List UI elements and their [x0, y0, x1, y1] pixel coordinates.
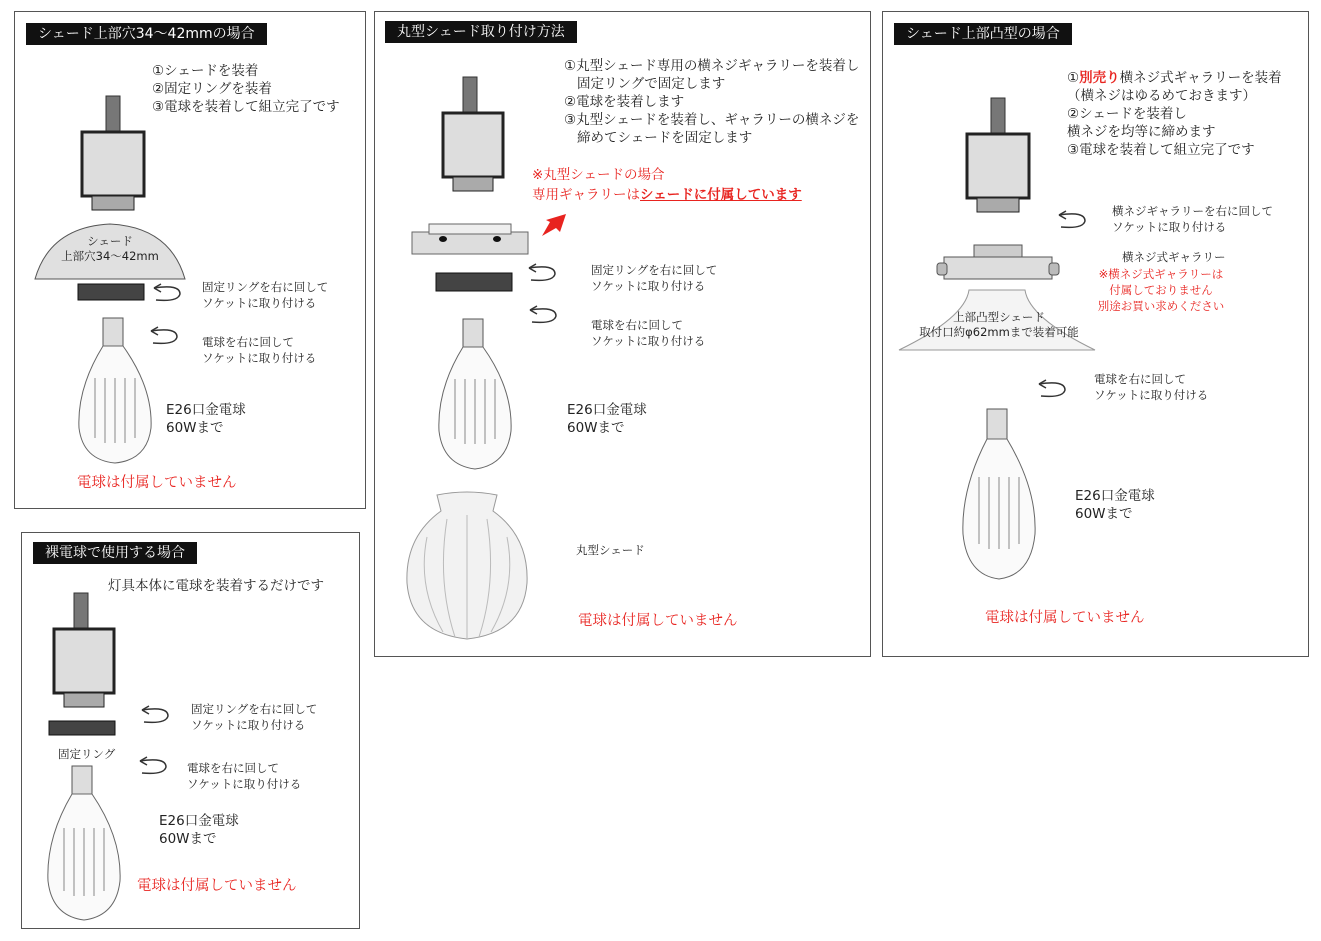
fixing-ring-illustration: [77, 283, 147, 301]
step-2b: 横ネジを均等に締めます: [1067, 124, 1216, 140]
shade-label-line2: 上部穴34～42mm: [61, 249, 159, 263]
rotate-arrow-icon: [1057, 209, 1089, 231]
step-1a: ①丸型シェード専用の横ネジギャラリーを装着し: [564, 58, 860, 74]
bulb-spec: E26口金電球 60Wまで: [166, 402, 246, 436]
warning-text: 電球は付属していません: [77, 475, 237, 491]
fixing-ring-illustration: [435, 272, 515, 292]
step-1: ①シェードを装着: [152, 63, 259, 79]
panel-title: 丸型シェード取り付け方法: [385, 21, 577, 43]
bulb-note: 電球を右に回して ソケットに取り付ける: [202, 335, 317, 365]
ring-label: 固定リング: [58, 747, 116, 761]
gallery-name: 横ネジ式ギャラリー: [1122, 250, 1226, 264]
bulb-illustration: [75, 318, 155, 468]
step-2: ②電球を装着します: [564, 94, 685, 110]
step-2a: ②シェードを装着し: [1067, 106, 1187, 122]
step-1-note: （横ネジはゆるめておきます）: [1067, 88, 1256, 104]
gallery-illustration: [411, 222, 531, 256]
step-2: ②固定リングを装着: [152, 81, 272, 97]
shade-label-line1: シェード: [87, 234, 133, 248]
screw-gallery-illustration: [936, 245, 1060, 285]
socket-illustration: [441, 77, 521, 193]
panel-title: シェード上部穴34～42mmの場合: [26, 23, 267, 45]
gallery-warning: ※横ネジ式ギャラリーは 付属しておりません 別途お買い求めください: [1097, 267, 1225, 313]
red-arrow-icon: [540, 212, 570, 238]
bulb-illustration: [44, 766, 124, 922]
rotate-arrow-icon: [138, 755, 170, 777]
rotate-arrow-icon: [149, 325, 181, 347]
step-3a: ③丸型シェードを装着し、ギャラリーの横ネジを: [564, 112, 860, 128]
step-1: ①別売り横ネジ式ギャラリーを装着: [1067, 70, 1282, 86]
bulb-spec: E26口金電球 60Wまで: [1075, 488, 1155, 522]
bulb-note: 電球を右に回して ソケットに取り付ける: [1094, 372, 1209, 402]
round-shade-label: 丸型シェード: [576, 543, 645, 557]
warning-text: 電球は付属していません: [578, 613, 738, 629]
panel-round-shade: [374, 11, 871, 657]
panel-shade-hole: [14, 11, 366, 509]
warning-text: 電球は付属していません: [985, 610, 1145, 626]
socket-illustration: [965, 98, 1045, 214]
convex-shade-label: 上部凸型シェード 取付口約φ62mmまで装着可能: [919, 310, 1079, 339]
rotate-arrow-icon: [527, 262, 559, 284]
bulb-note: 電球を右に回して ソケットに取り付ける: [187, 761, 302, 791]
bulb-illustration: [435, 319, 515, 471]
panel-convex-shade: [882, 11, 1309, 657]
bulb-spec: E26口金電球 60Wまで: [567, 402, 647, 436]
bulb-note: 電球を右に回して ソケットに取り付ける: [591, 318, 706, 348]
step-3: ③電球を装着して組立完了です: [1067, 142, 1255, 158]
warning-text: 電球は付属していません: [137, 878, 297, 894]
panel-title: シェード上部凸型の場合: [894, 23, 1072, 45]
gallery-included-note: 専用ギャラリーはシェードに付属しています: [532, 187, 802, 203]
bulb-spec: E26口金電球 60Wまで: [159, 813, 239, 847]
fixing-ring-illustration: [48, 720, 118, 736]
ring-note: 固定リングを右に回して ソケットに取り付ける: [191, 702, 318, 732]
intro-text: 灯具本体に電球を装着するだけです: [108, 578, 324, 594]
round-glass-shade-illustration: [403, 487, 531, 643]
rotate-arrow-icon: [528, 304, 560, 326]
step-1b: 固定リングで固定します: [577, 76, 726, 92]
panel-title: 裸電球で使用する場合: [33, 542, 197, 564]
shade-label: [50, 234, 170, 264]
socket-illustration: [52, 593, 132, 709]
bulb-illustration: [959, 409, 1039, 581]
ring-note: 固定リングを右に回して ソケットに取り付ける: [202, 280, 329, 310]
rotate-arrow-icon: [140, 704, 172, 726]
step-3b: 締めてシェードを固定します: [577, 130, 753, 146]
round-shade-note: ※丸型シェードの場合: [532, 167, 665, 183]
panel-bare-bulb: [21, 532, 360, 929]
rotate-arrow-icon: [1037, 378, 1069, 400]
ring-note: 固定リングを右に回して ソケットに取り付ける: [591, 263, 718, 293]
rotate-arrow-icon: [152, 282, 184, 304]
step-3: ③電球を装着して組立完了です: [152, 99, 340, 115]
gallery-note: 横ネジギャラリーを右に回して ソケットに取り付ける: [1112, 204, 1273, 234]
socket-illustration: [80, 96, 160, 211]
